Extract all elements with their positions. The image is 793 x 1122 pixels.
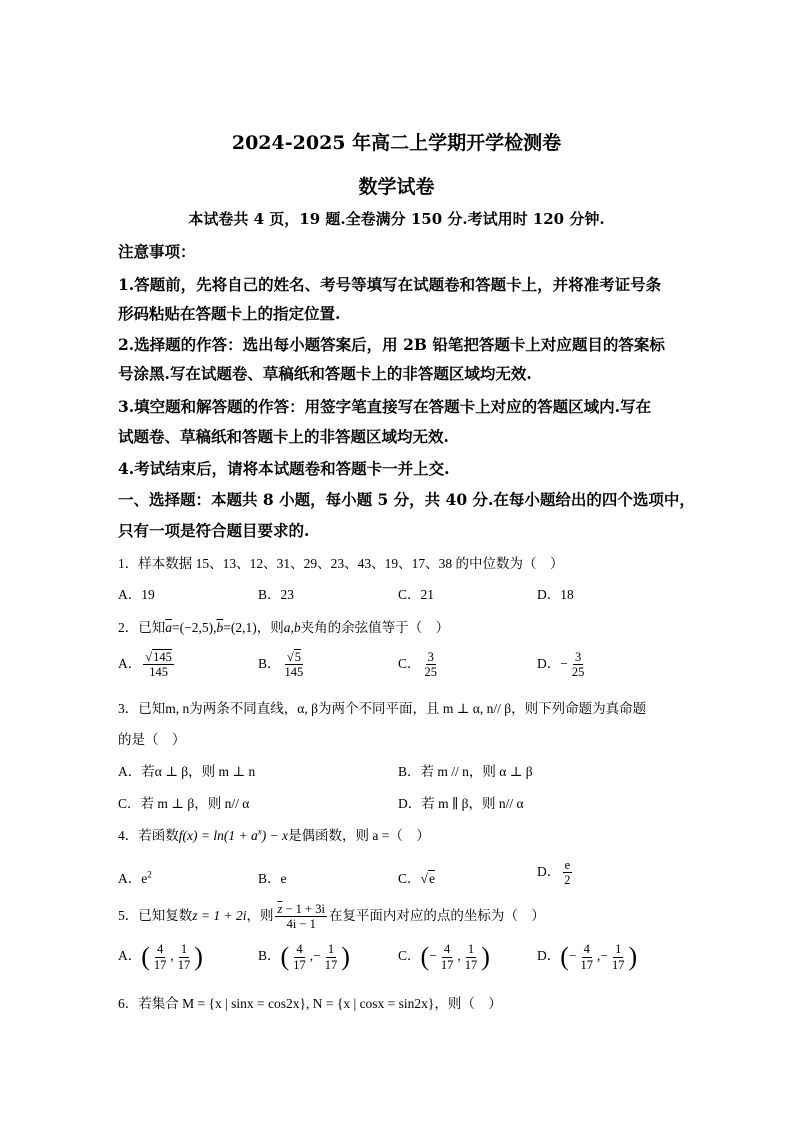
vector-a: $\overline{a}$	[165, 620, 172, 635]
notes-line: 号涂黑.写在试题卷、草稿纸和答题卡上的非答题区域均无效.	[118, 364, 532, 383]
vector-b: $\overline{b}$	[216, 620, 224, 635]
exam-title: 2024-2025 年高二上学期开学检测卷	[231, 132, 562, 154]
notes-line: 1.答题前，先将自己的姓名、考号等填写在试题卷和答题卡上，并将准考证号条	[118, 275, 662, 294]
q1-option-b: B．23	[258, 587, 295, 602]
exam-subtitle: 数学试卷	[358, 176, 435, 198]
notes-heading: 注意事项：	[118, 242, 196, 261]
notes-line: 4.考试结束后，请将本试题卷和答题卡一并上交.	[118, 459, 450, 478]
question-5-stem: 5．已知复数z = 1 + 2i，则 $\frac{\overline{z} - 1 + 3i}{4i - 1}$ 在复平面内对应的点的坐标为（ ）	[118, 902, 545, 932]
question-6-stem: 6．若集合 M = {x | sinx = cos2x}, N = {x | cosx = sin2x}，则（ ）	[118, 996, 502, 1011]
q2-option-a: A． $\frac{√145}{145}$	[118, 650, 172, 680]
q5-option-b: B．( $\frac{4}{17}$ ,− $\frac{1}{17}$ )	[258, 942, 350, 972]
q1-option-d: D．18	[537, 587, 574, 602]
q5-option-c: C．(− $\frac{4}{17}$ , $\frac{1}{17}$ )	[398, 942, 490, 972]
question-3-stem: 的是（ ）	[118, 732, 186, 747]
notes-line: 3.填空题和解答题的作答：用签字笔直接写在答题卡上对应的答题区域内.写在	[118, 397, 652, 416]
exam-info: 本试卷共 4 页，19 题.全卷满分 150 分.考试用时 120 分钟.	[188, 210, 605, 228]
q4-option-d: D． $\frac{e}{2}$	[537, 858, 571, 888]
q1-option-a: A．19	[118, 587, 155, 602]
question-1-stem: 1．样本数据 15、13、12、31、29、23、43、19、17、38 的中位数为（ ）	[118, 556, 564, 571]
notes-line: 试题卷、草稿纸和答题卡上的非答题区域均无效.	[118, 427, 449, 446]
notes-line: 2.选择题的作答：选出每小题答案后，用 2B 铅笔把答题卡上对应题目的答案标	[118, 335, 665, 354]
q1-option-c: C．21	[398, 587, 435, 602]
q2-option-d: D．− $\frac{3}{25}$	[537, 650, 585, 680]
q4-option-b: B．e	[258, 871, 287, 886]
q3-option-a: A．若α ⊥ β，则 m ⊥ n	[118, 764, 256, 779]
notes-line: 形码粘贴在答题卡上的指定位置.	[118, 304, 341, 323]
q4-option-a: A．$e^2$	[118, 869, 152, 886]
question-4-stem: 4．若函数$f(x) = \ln(1 + a^x) - x$是偶函数，则 a =（ ）	[118, 826, 430, 843]
q3-option-d: D．若 m ∥ β，则 n// α	[398, 796, 524, 811]
question-2-stem: 2．已知$\overline{a}=(-2,5),\overline{b}=(2,1)$，则a,b夹角的余弦值等于（ ）	[118, 620, 450, 635]
section-heading: 一、选择题：本题共 8 小题，每小题 5 分，共 40 分.在每小题给出的四个选项中，	[118, 490, 695, 509]
question-3-stem: 3．已知m, n为两条不同直线，α, β为两个不同平面，且 m ⊥ α, n// β，则下列命题为真命题	[118, 701, 647, 716]
q2-option-b: B． $\frac{√5}{145}$	[258, 650, 304, 680]
q3-option-b: B．若 m // n，则 α ⊥ β	[398, 764, 533, 779]
q5-option-d: D．(− $\frac{4}{17}$ ,− $\frac{1}{17}$ )	[537, 942, 638, 972]
section-heading: 只有一项是符合题目要求的.	[118, 521, 310, 540]
q2-option-c: C． $\frac{3}{25}$	[398, 650, 438, 680]
q5-option-a: A．( $\frac{4}{17}$ , $\frac{1}{17}$ )	[118, 942, 203, 972]
q3-option-c: C．若 m ⊥ β，则 n// α	[118, 796, 250, 811]
q4-option-c: C．√e	[398, 871, 435, 886]
